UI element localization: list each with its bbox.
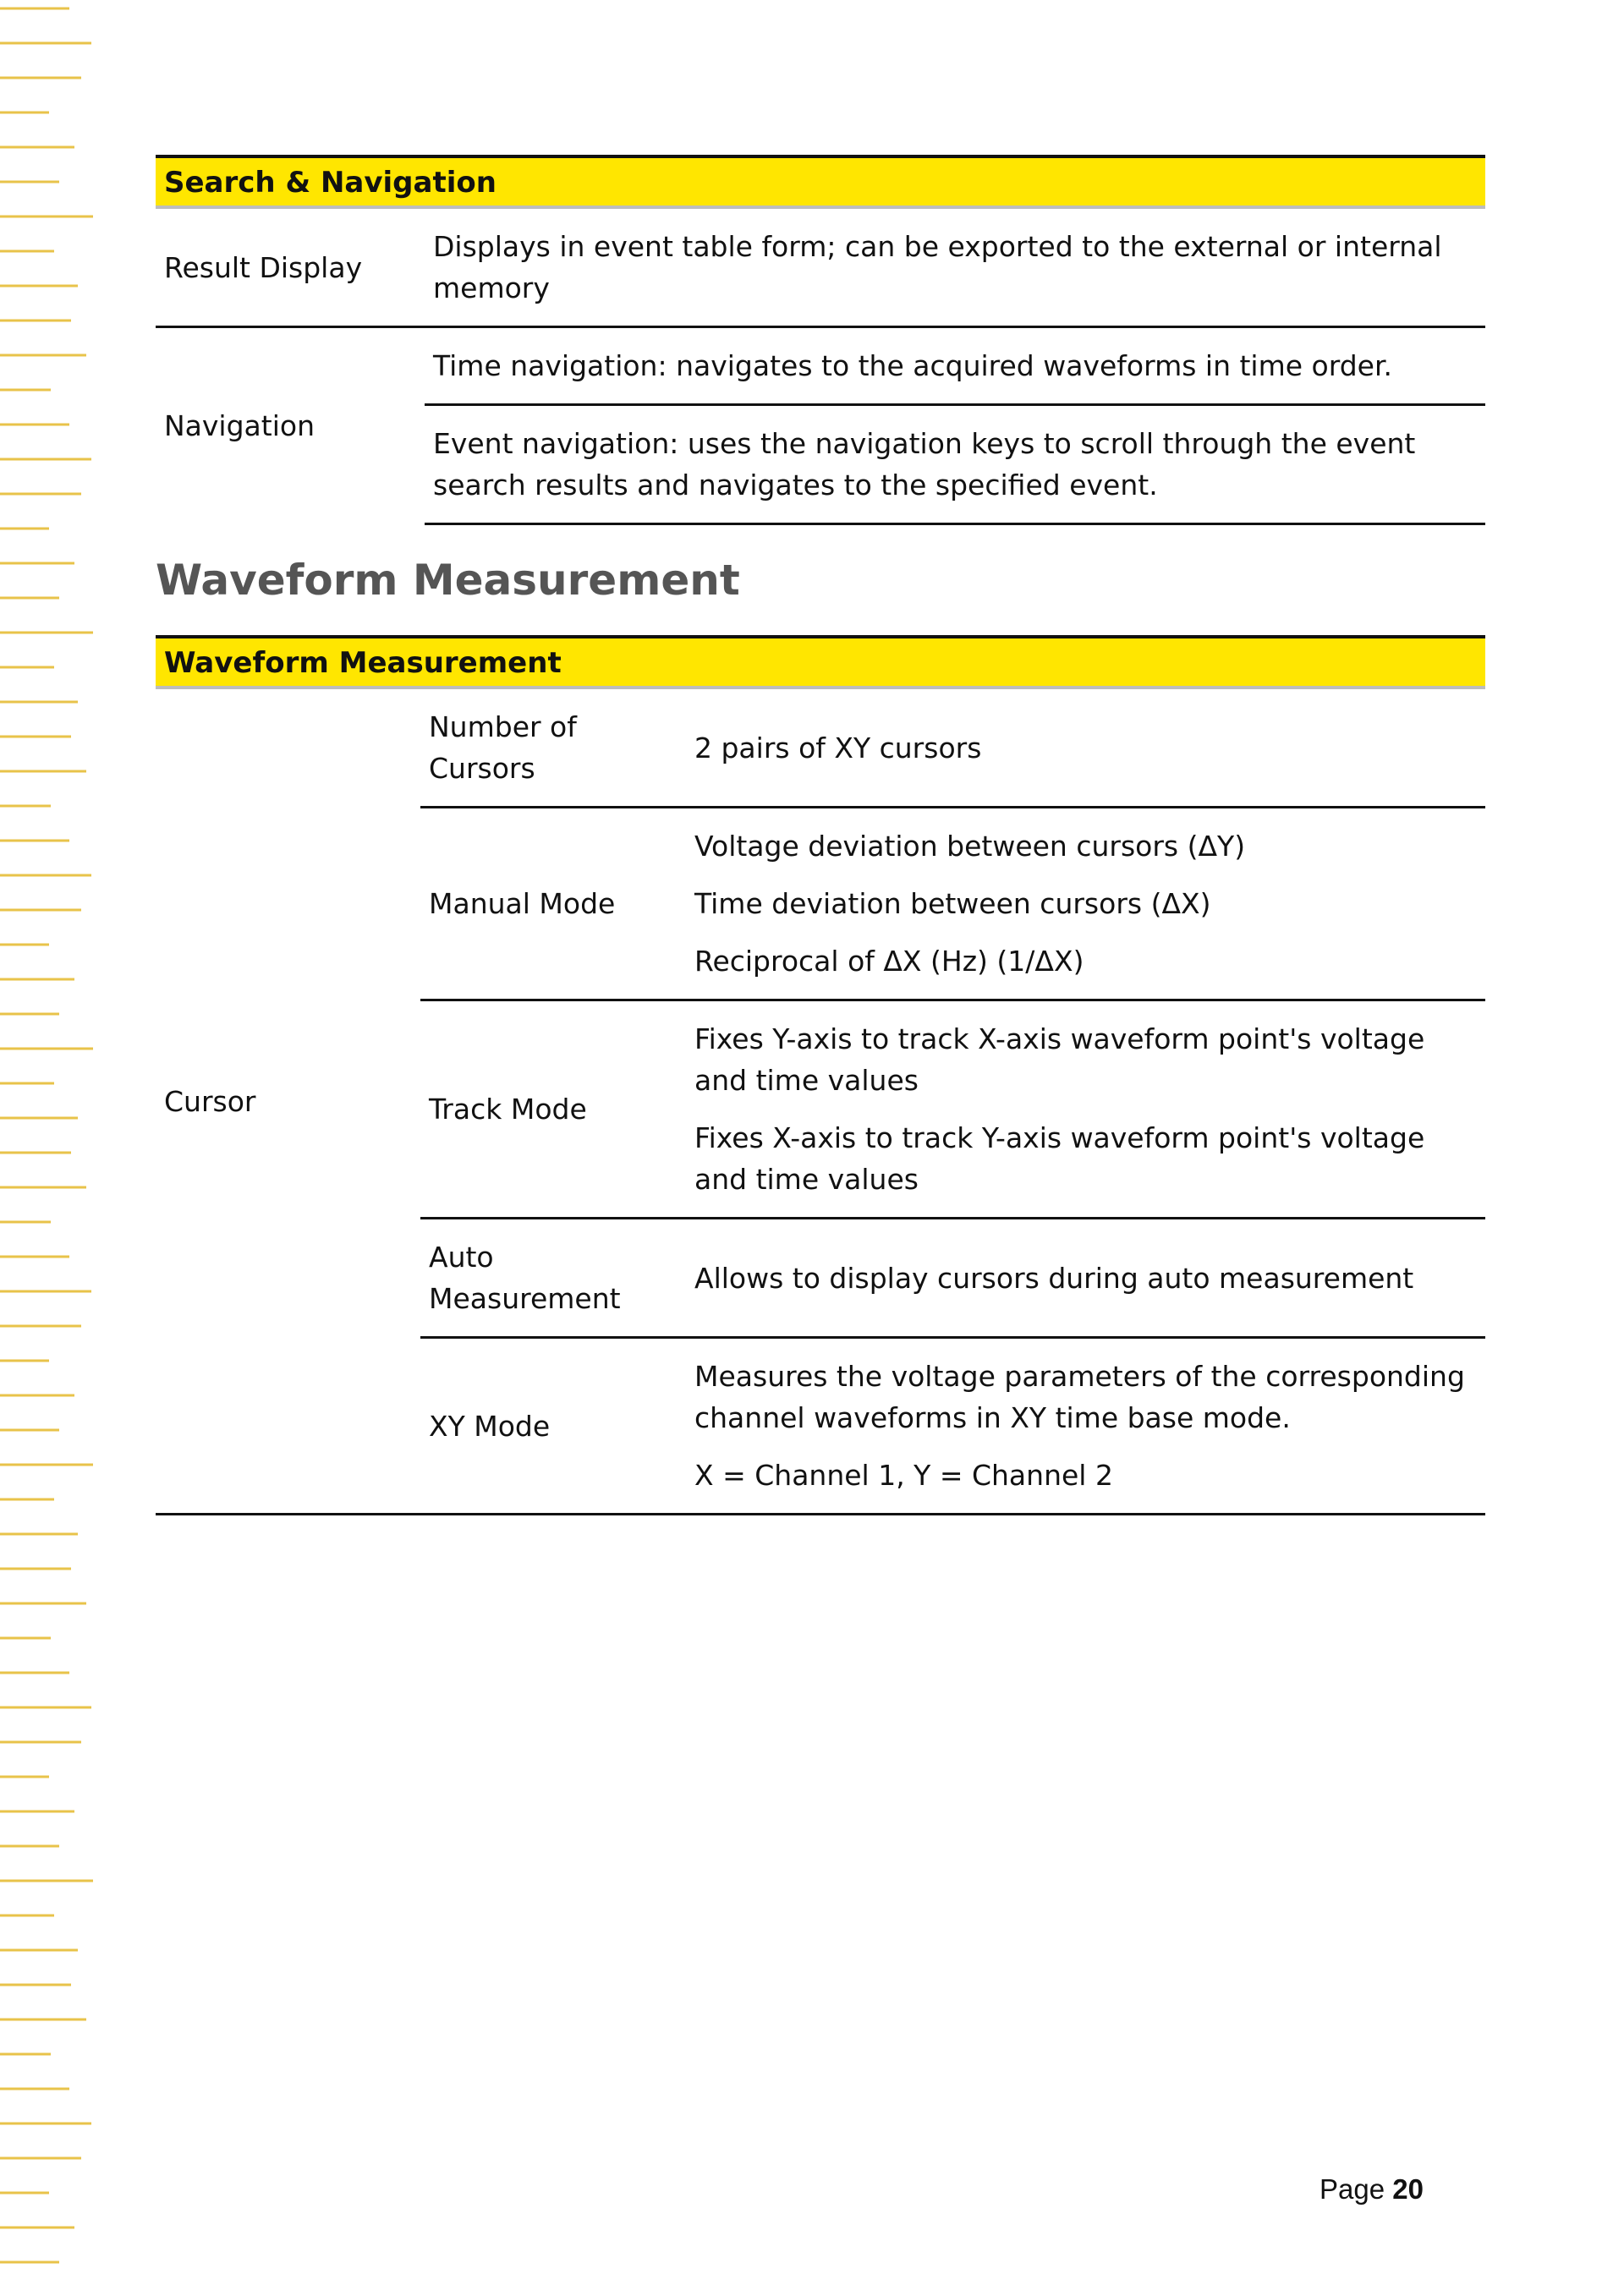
page-number: 20: [1392, 2173, 1424, 2205]
row-value-line: X = Channel 1, Y = Channel 2: [694, 1459, 1113, 1492]
sub-label: Auto Measurement: [420, 1219, 686, 1338]
table-header: Search & Navigation: [156, 156, 1485, 207]
row-value-line: Reciprocal of ΔX (Hz) (1/ΔX): [694, 945, 1084, 978]
row-value: [686, 808, 1485, 1000]
section-title: Waveform Measurement: [156, 556, 740, 605]
row-value-line: Allows to display cursors during auto measurement: [694, 1261, 1414, 1295]
row-value: [686, 688, 1485, 808]
search-navigation-table: [156, 155, 1485, 525]
row-value-line: Time deviation between cursors (ΔX): [694, 887, 1211, 920]
page-label: Page: [1320, 2173, 1385, 2205]
sub-label: Track Mode: [420, 1000, 686, 1219]
row-label: Navigation: [156, 327, 425, 524]
group-label: Cursor: [156, 688, 420, 1515]
page-footer: [1320, 2173, 1489, 2206]
row-value-line: Voltage deviation between cursors (ΔY): [694, 830, 1246, 863]
row-value: [686, 1000, 1485, 1219]
row-value-line: Fixes Y-axis to track X-axis waveform point's voltage and time values: [694, 1022, 1425, 1097]
sub-label: Number of Cursors: [429, 710, 577, 785]
row-value-line: Displays in event table form; can be exported to the external or internal memory: [433, 230, 1442, 304]
sub-label: Manual Mode: [420, 808, 686, 1000]
waveform-measurement-table: [156, 635, 1485, 1515]
row-value-line: Measures the voltage parameters of the corresponding channel waveforms in XY time base mode.: [694, 1360, 1465, 1434]
row-value: [425, 207, 1485, 327]
row-value: [425, 405, 1485, 524]
row-value-line: Time navigation: navigates to the acquired waveforms in time order.: [433, 349, 1392, 382]
page-content: [156, 155, 1485, 1515]
sub-label: XY Mode: [420, 1338, 686, 1515]
row-value-line: 2 pairs of XY cursors: [694, 731, 982, 764]
row-value-line: Event navigation: uses the navigation keys to scroll through the event search results and navigates to the specified event.: [433, 427, 1416, 501]
row-value: [425, 327, 1485, 405]
table-header: Waveform Measurement: [156, 637, 1485, 688]
row-value: [686, 1219, 1485, 1338]
row-value: [686, 1338, 1485, 1515]
row-value-line: Fixes X-axis to track Y-axis waveform point's voltage and time values: [694, 1121, 1425, 1196]
margin-stripes: [0, 0, 102, 2296]
row-label: Result Display: [164, 250, 363, 284]
